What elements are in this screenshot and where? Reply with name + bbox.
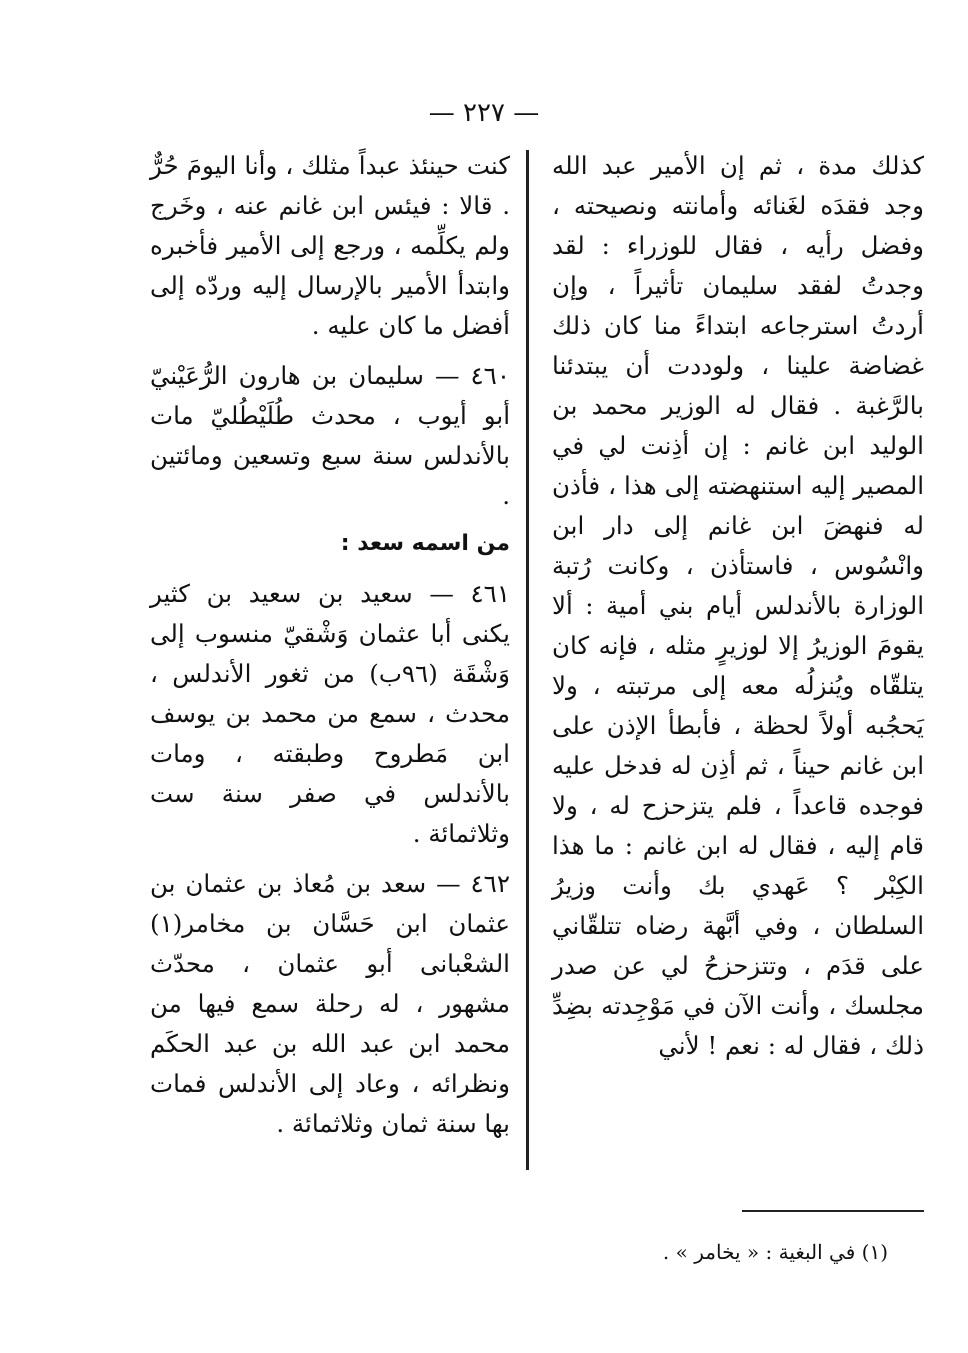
page-number: — ٢٢٧ — [428, 98, 540, 128]
section-heading: من اسمه سعد : [340, 531, 510, 556]
right-column [552, 146, 924, 1066]
footnote: (١) في البغية : « يخامر » . [662, 1240, 888, 1264]
left-column-opening: كنت حينئذ عبداً مثلك ، وأنا اليومَ حُرٌّ . قالا : فيئس ابن غانم عنه ، وخَرج ولم يكلِّمه ، ورجع إلى الأمير فأخبره وابتدأ الأمير بالإرسال إليه وردّه إلى أفضل ما كان عليه . [150, 151, 510, 340]
entry-461: ٤٦١ — سعيد بن سعيد بن كثير يكنى أبا عثمان وَشْقيّ منسوب إلى وَشْقَة (٩٦ب) من ثغور الأندلس ، محدث ، سمع من محمد بن يوسف ابن مَطروح وطبقته ، ومات بالأندلس في صفر سنة ست وثلاثمائة . [150, 579, 510, 848]
entry-460: ٤٦٠ — سليمان بن هارون الرُّعَيْنيّ أبو أيوب ، محدث طُلَيْطُليّ مات بالأندلس سنة سبع وتسعين ومائتين . [150, 361, 510, 510]
entry-462: ٤٦٢ — سعد بن مُعاذ بن عثمان بن عثمان ابن حَسَّان بن مخامر(١) الشعْبانى أبو عثمان ، محدّث مشهور ، له رحلة سمع فيها من محمد ابن عبد الله بن عبد الحكَم ونظرائه ، وعاد إلى الأندلس فمات بها سنة ثمان وثلاثمائة . [150, 869, 510, 1138]
column-divider [526, 150, 529, 1170]
footnote-rule [742, 1210, 924, 1212]
left-column [150, 146, 510, 1144]
right-column-text: كذلك مدة ، ثم إن الأمير عبد الله وجد فقدَه لغَنائه وأمانته ونصيحته ، وفضل رأيه ، فقال للوزراء : لقد وجدتُ لفقد سليمان تأثيراً ، وإن أردتُ استرجاعه ابتداءً منا كان ذلك غضاضة علينا ، ولوددت أن يبتدئنا بالرَّغبة . فقال له الوزير محمد بن الوليد ابن غانم : إن أذِنت لي في المصير إليه استنهضته إلى هذا ، فأذن له فنهضَ ابن غانم إلى دار ابن وانْسُوس ، فاستأذن ، وكانت رُتبة الوزارة بالأندلس أيام بني أمية : ألا يقومَ الوزيرُ إلا لوزيرٍ مثله ، فإنه كان يتلقّاه ويُنزلُه معه إلى مرتبته ، ولا يَحجُبه أولاً لحظة ، فأبطأ الإذن على ابن غانم حيناً ، ثم أذِن له فدخل عليه فوجده قاعداً ، فلم يتزحزح له ، ولا قام إليه ، فقال له ابن غانم : ما هذا الكِبْر ؟ عَهدي بك وأنت وزيرُ السلطان ، وفي أبَّهة رضاه تتلقّاني على قدَم ، وتتزحزحُ لي عن صدر مجلسك ، وأنت الآن في مَوْجِدته بضِدِّ ذلك ، فقال له : نعم ! لأني [552, 151, 924, 1060]
